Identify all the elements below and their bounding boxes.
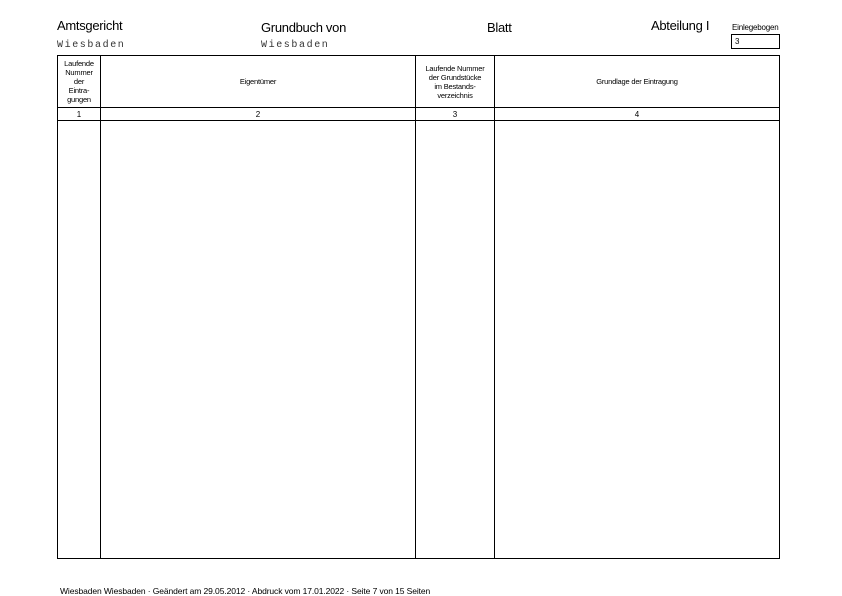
header-line: der Grundstücke bbox=[428, 72, 482, 82]
column-number: 3 bbox=[452, 109, 458, 119]
sheet-label: Blatt bbox=[487, 20, 512, 35]
header-line: Eintra- bbox=[68, 86, 90, 95]
column-header-parcel-number bbox=[416, 56, 494, 107]
insert-sheet-box bbox=[731, 34, 780, 49]
column-header-entry-number bbox=[58, 56, 100, 107]
table-cell-basis bbox=[495, 121, 779, 558]
header-text: Grundlage der Eintragung bbox=[596, 77, 678, 86]
table-cell-entry-number bbox=[58, 121, 100, 558]
column-header-basis bbox=[495, 56, 779, 107]
header-text: Eigentümer bbox=[239, 77, 277, 86]
header-line: im Bestands- bbox=[434, 81, 476, 91]
header-line: Nummer bbox=[65, 68, 93, 77]
ownership-table bbox=[57, 55, 780, 559]
footer-print-info: · Geändert am 29.05.2012 · Abdruck vom 17.01.2022 · Seite 7 von 15 Seiten bbox=[147, 586, 431, 596]
column-header-owner bbox=[101, 56, 415, 107]
header-line: der bbox=[73, 77, 85, 86]
table-cell-parcel-number bbox=[416, 121, 494, 558]
footer-location: Wiesbaden Wiesbaden bbox=[60, 586, 146, 596]
column-number: 4 bbox=[634, 109, 640, 119]
column-number: 1 bbox=[76, 109, 82, 119]
division-label: Abteilung I bbox=[651, 18, 710, 33]
header-line: gungen bbox=[67, 95, 91, 104]
column-number: 2 bbox=[255, 109, 261, 119]
header-line: verzeichnis bbox=[437, 90, 473, 100]
insert-sheet-label: Einlegebogen bbox=[732, 23, 779, 32]
court-label: Amtsgericht bbox=[57, 18, 123, 33]
header-line: Laufende Nummer bbox=[425, 63, 485, 73]
register-value: Wiesbaden bbox=[261, 40, 330, 51]
register-label: Grundbuch von bbox=[261, 20, 346, 35]
insert-sheet-value: 3 bbox=[735, 37, 740, 46]
table-cell-owner bbox=[101, 121, 415, 558]
header-line: Laufende bbox=[64, 59, 94, 68]
court-value: Wiesbaden bbox=[57, 40, 126, 51]
